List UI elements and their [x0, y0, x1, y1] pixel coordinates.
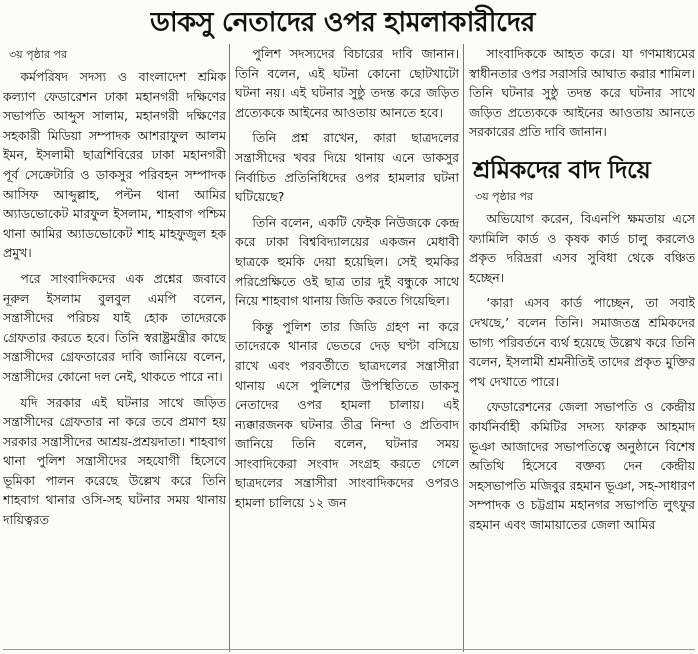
article-column-3: [469, 44, 695, 652]
article-column-1: [3, 46, 226, 654]
paragraph: তিনি বলেন, একটি ফেইক নিউজকে কেন্দ্র করে ঢাকা বিশ্ববিদ্যালয়ের একজন মেধাবী ছাত্রকে হুমকি দেয়া হয়েছিল। সেই হুমকির পরিপ্রেক্ষিতে ওই ছাত্র তার দুই বন্ধুকে সাথে নিয়ে শাহবাগ থানায় জিডি করতে গিয়েছিল।: [235, 214, 459, 309]
continuation-ref: ৩য় পৃষ্ঠার পর: [475, 189, 534, 203]
paragraph: ফেডারেশনের জেলা সভাপতি ও কেন্দ্রীয় কার্যনির্বাহী কমিটির সদস্য ফারুক আহমাদ ভূঞা আজাদের সভাপতিত্বে অনুষ্ঠানে বিশেষ অতিথি হিসেবে বক্তব্য দেন কেন্দ্রীয় সহসভাপতি মজিবুর রহমান ভূঞা, সহ-সাধারণ সম্পাদক ও চট্টগ্রাম মহানগর সভাপতি লুৎফুর রহমান এবং জামায়াতের জেলা আমির: [469, 399, 695, 532]
bottom-rule: [3, 649, 695, 650]
article-column-2: [235, 44, 459, 652]
paragraph: তিনি প্রশ্ন রাখেন, কারা ছাত্রদলের সন্ত্রাসীদের খবর দিয়ে থানায় এনে ডাকসুর নির্বাচিত প্রতিনিধিদের ওপর হামলার ঘটনা ঘটিয়েছে?: [235, 130, 459, 205]
second-article-headline: শ্রমিকদের বাদ দিয়ে: [473, 155, 651, 184]
paragraph: পরে সাংবাদিকদের এক প্রশ্নের জবাবে নূরুল ইসলাম বুলবুল এমপি বলেন, সন্ত্রাসীদের পরিচয় যাই হোক তাদেরকে গ্রেফতার করতে হবে। তিনি স্বরাষ্ট্রমন্ত্রীর কাছে সন্ত্রাসীদের গ্রেফতারের দাবি জানিয়ে বলেন, সন্ত্রাসীদের কোনো দল নেই, থাকতে পারে না।: [3, 270, 226, 384]
paragraph: ‘কারা এসব কার্ড পাচ্ছেন, তা সবাই দেখছে,’ বলেন তিনি। সমাজতন্ত্র শ্রমিকদের ভাগ্য পরিবর্তনে ব্যর্থ হয়েছে উল্লেখ করে তিনি বলেন, ইসলামী শ্রমনীতিই তাদের প্রকৃত মুক্তির পথ দেখাতে পারে।: [469, 295, 695, 389]
paragraph: কিন্তু পুলিশ তার জিডি গ্রহণ না করে তাদেরকে থানার ভেতরে দেড় ঘণ্টা বসিয়ে রাখে এবং পরবর্তীতে ছাত্রদলের সন্ত্রাসীরা থানায় এসে পুলিশের উপস্থিতিতে ডাকসু নেতাদের ওপর হামলা চালায়। এই ন্যক্কারজনক ঘটনার তীব্র নিন্দা ও প্রতিবাদ জানিয়ে তিনি বলেন, ঘটনার সময় সাংবাদিকেরা সংবাদ সংগ্রহ করতে গেলে ছাত্রদলের সন্ত্রাসীরা সাংবাদিকদের ওপরও হামলা চালিয়ে ১২ জন: [235, 318, 459, 511]
paragraph: যদি সরকার এই ঘটনার সাথে জড়িত সন্ত্রাসীদের গ্রেফতার না করে তবে প্রমাণ হয় সরকার সন্ত্রাসীদের আশ্রয়-প্রশ্রয়দাতা। শাহবাগ থানা পুলিশ সন্ত্রাসীদের সহযোগী হিসেবে ভূমিকা পালন করেছে উল্লেখ করে তিনি শাহবাগ থানার ওসি-সহ ঘটনার সময় থানায় দায়িত্বরত: [3, 394, 226, 528]
paragraph: কর্মপরিষদ সদস্য ও বাংলাদেশ শ্রমিক কল্যাণ ফেডারেশন ঢাকা মহানগরী দক্ষিণের সভাপতি আব্দুস সালাম, মহানগরী দক্ষিণের সহকারী মিডিয়া সম্পাদক আশরাফুল আলম ইমন, ইসলামী ছাত্রশিবিরের ঢাকা মহানগরী পূর্ব সেক্রেটারি ও ডাকসুর পরিবহন সম্পাদক আসিফ আব্দুল্লাহ, পল্টন থানা আমির অ্যাডভোকেট মারফুল ইসলাম, শাহবাগ পশ্চিম থানা আমির অ্যাডভোকেট শাহ মাহফুজুল হক প্রমুখ।: [3, 69, 226, 261]
column-divider: [229, 44, 230, 652]
paragraph: পুলিশ সদস্যদের বিচারের দাবি জানান। তিনি বলেন, এই ঘটনা কোনো ছোটখাটো ঘটনা নয়। এই ঘটনার সুষ্ঠু তদন্ত করে জড়িত প্রত্যেককে আইনের আওতায় আনতে হবে।: [235, 46, 459, 120]
continuation-ref: ৩য় পৃষ্ঠার পর: [9, 48, 68, 61]
column-divider: [463, 44, 464, 652]
paragraph: সাংবাদিককে আহত করে। যা গণমাধ্যমের স্বাধীনতার ওপর সরাসরি আঘাত করার শামিল। তিনি ঘটনার সুষ্ঠু তদন্ত করে ঘটনার সাথে জড়িত প্রত্যেককে আইনের আওতায় আনতে সরকারের প্রতি দাবি জানান।: [469, 46, 695, 140]
headline: ডাকসু নেতাদের ওপর হামলাকারীদের: [150, 7, 535, 38]
paragraph: অভিযোগ করেন, বিএনপি ক্ষমতায় এসে ফ্যামিলি কার্ড ও কৃষক কার্ড চালু করলেও প্রকৃত দরিদ্ররা এসব সুবিধা থেকে বঞ্চিত হচ্ছেন।: [469, 210, 695, 285]
